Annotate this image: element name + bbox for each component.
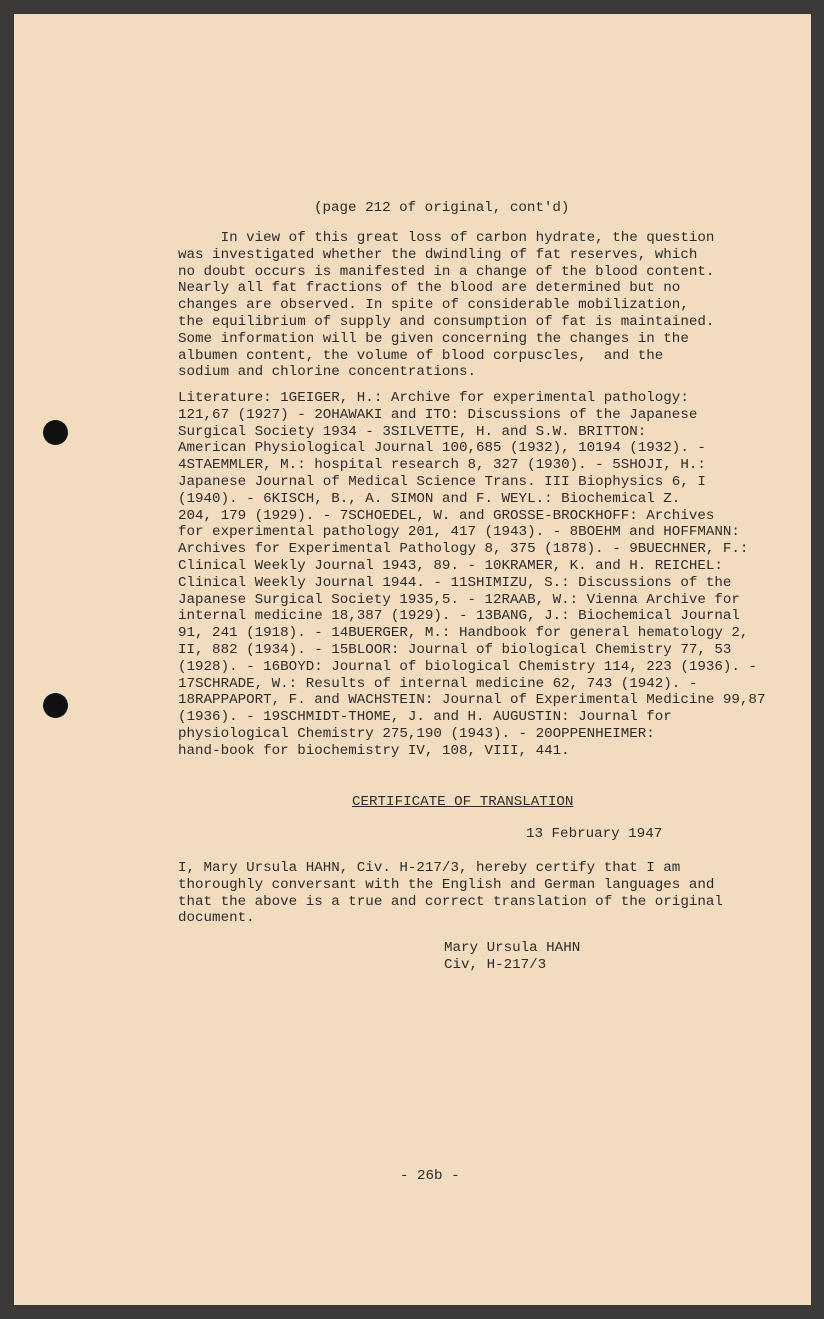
literature-line: Japanese Surgical Society 1935,5. - 12RAAB, W.: Vienna Archive for [178, 591, 740, 608]
literature-line: Japanese Journal of Medical Science Trans. III Biophysics 6, I [178, 473, 706, 490]
literature-line: 4STAEMMLER, M.: hospital research 8, 327 (1930). - 5SHOJI, H.: [178, 457, 706, 474]
literature-list [178, 390, 778, 760]
text-line: the equilibrium of supply and consumption of fat is maintained. [178, 313, 715, 330]
text-line: was investigated whether the dwindling of fat reserves, which [178, 246, 698, 263]
text-line: sodium and chlorine concentrations. [178, 364, 476, 381]
literature-line: physiological Chemistry 275,190 (1943). - 20OPPENHEIMER: [178, 725, 655, 742]
literature-line: 204, 179 (1929). - 7SCHOEDEL, W. and GROSSE-BROCKHOFF: Archives [178, 507, 715, 524]
literature-line: Literature: 1GEIGER, H.: Archive for experimental pathology: [178, 390, 689, 406]
literature-line: 18RAPPAPORT, F. and WACHSTEIN: Journal of Experimental Medicine 99,87 [178, 692, 766, 709]
body-paragraph [178, 230, 738, 381]
literature-line: internal medicine 18,387 (1929). - 13BANG, J.: Biochemical Journal [178, 608, 740, 625]
literature-line: II, 882 (1934). - 15BLOOR: Journal of biological Chemistry 77, 53 [178, 641, 732, 658]
certificate-line: I, Mary Ursula HAHN, Civ. H-217/3, hereby certify that I am [178, 860, 681, 876]
certificate-line: thoroughly conversant with the English and German languages and [178, 876, 715, 893]
literature-line: Archives for Experimental Pathology 8, 375 (1878). - 9BUECHNER, F.: [178, 541, 749, 558]
literature-line: Surgical Society 1934 - 3SILVETTE, H. and S.W. BRITTON: [178, 423, 647, 440]
literature-line: (1928). - 16BOYD: Journal of biological Chemistry 114, 223 (1936). - [178, 658, 757, 675]
punch-hole [43, 693, 68, 718]
literature-line: hand-book for biochemistry IV, 108, VIII, 441. [178, 742, 570, 759]
literature-line: Clinical Weekly Journal 1943, 89. - 10KRAMER, K. and H. REICHEL: [178, 557, 723, 574]
page-header: (page 212 of original, cont'd) [314, 200, 570, 216]
text-line: Nearly all fat fractions of the blood are determined but no [178, 280, 681, 297]
certificate-date: 13 February 1947 [526, 826, 663, 842]
text-line: Some information will be given concerning the changes in the [178, 330, 689, 347]
literature-line: for experimental pathology 201, 417 (1943). - 8BOEHM and HOFFMANN: [178, 524, 740, 541]
punch-hole [43, 420, 68, 445]
literature-line: 121,67 (1927) - 2OHAWAKI and ITO: Discussions of the Japanese [178, 406, 698, 423]
literature-line: (1936). - 19SCHMIDT-THOME, J. and H. AUGUSTIN: Journal for [178, 709, 672, 726]
literature-line: 91, 241 (1918). - 14BUERGER, M.: Handbook for general hematology 2, [178, 625, 749, 642]
text-line: no doubt occurs is manifested in a change of the blood content. [178, 263, 715, 280]
certificate-line: document. [178, 910, 255, 927]
literature-line: (1940). - 6KISCH, B., A. SIMON and F. WEYL.: Biochemical Z. [178, 490, 681, 507]
text-line: albumen content, the volume of blood corpuscles, and the [178, 347, 664, 364]
signature-block [444, 940, 580, 974]
certificate-title: CERTIFICATE OF TRANSLATION [352, 794, 574, 810]
page-number: - 26b - [400, 1168, 460, 1184]
text-line: In view of this great loss of carbon hydrate, the question [178, 230, 715, 246]
literature-line: 17SCHRADE, W.: Results of internal medicine 62, 743 (1942). - [178, 675, 698, 692]
text-line: changes are observed. In spite of considerable mobilization, [178, 297, 689, 314]
signature-id: Civ, H-217/3 [444, 956, 547, 973]
document-page [14, 14, 811, 1305]
certificate-body [178, 860, 738, 927]
certificate-line: that the above is a true and correct translation of the original [178, 893, 723, 910]
signature-name: Mary Ursula HAHN [444, 940, 581, 956]
literature-line: American Physiological Journal 100,685 (1932), 10194 (1932). - [178, 440, 706, 457]
literature-line: Clinical Weekly Journal 1944. - 11SHIMIZU, S.: Discussions of the [178, 574, 732, 591]
